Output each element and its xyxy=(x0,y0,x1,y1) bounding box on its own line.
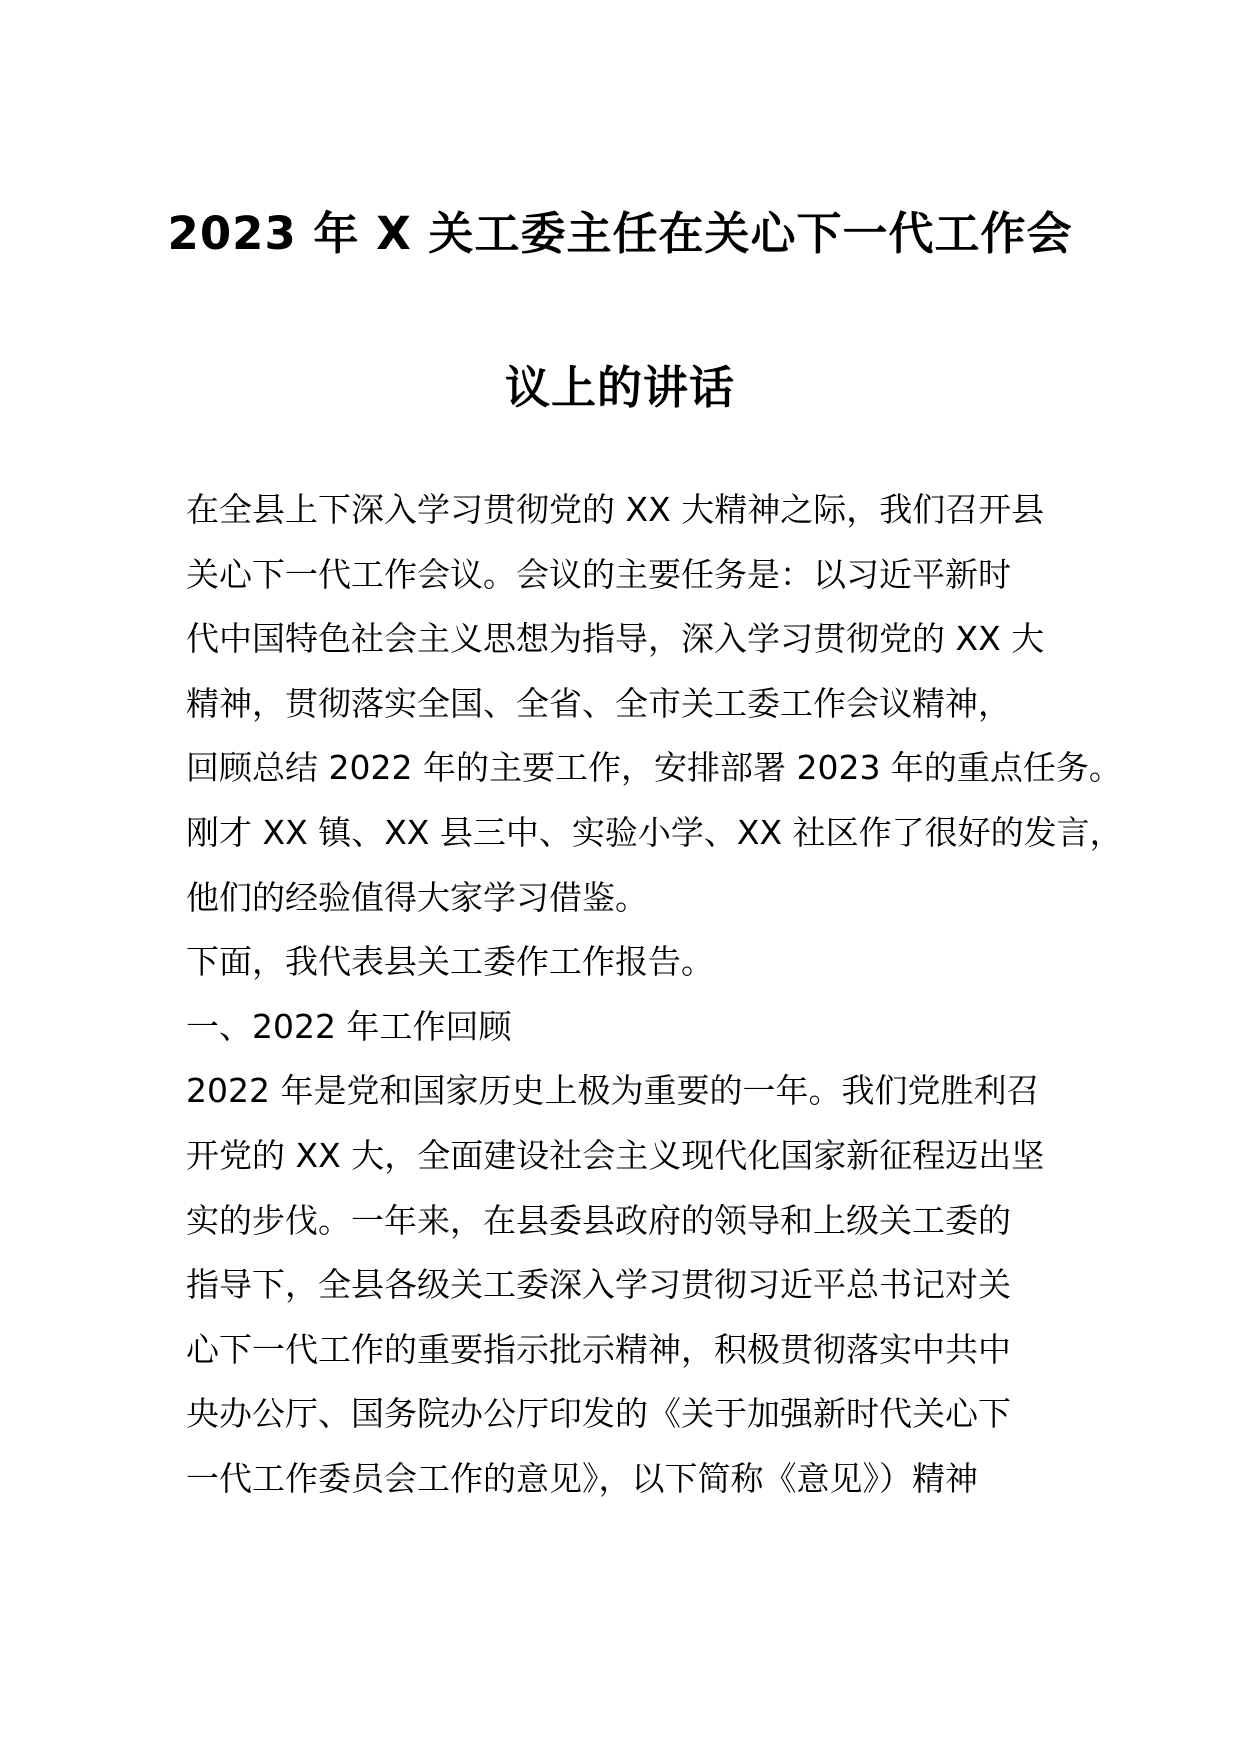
body-line: 代中国特色社会主义思想为指导，深入学习贯彻党的 XX 大 xyxy=(186,619,1045,659)
document-title-line-2: 议上的讲话 xyxy=(504,361,735,414)
body-line: 一、2022 年工作回顾 xyxy=(186,1006,512,1046)
body-line: 回顾总结 2022 年的主要工作，安排部署 2023 年的重点任务。 xyxy=(186,748,1122,788)
body-line: 精神，贯彻落实全国、全省、全市关工委工作会议精神， xyxy=(186,683,1011,723)
body-line: 开党的 XX 大，全面建设社会主义现代化国家新征程迈出坚 xyxy=(186,1135,1045,1175)
body-line: 指导下，全县各级关工委深入学习贯彻习近平总书记对关 xyxy=(186,1265,1011,1305)
body-line: 实的步伐。一年来，在县委县政府的领导和上级关工委的 xyxy=(186,1200,1011,1240)
body-line: 关心下一代工作会议。会议的主要任务是：以习近平新时 xyxy=(186,554,1011,594)
body-line: 下面，我代表县关工委作工作报告。 xyxy=(186,942,714,982)
body-line: 央办公厅、国务院办公厅印发的《关于加强新时代关心下 xyxy=(186,1394,1011,1434)
document-body xyxy=(186,478,1123,1512)
body-line: 在全县上下深入学习贯彻党的 XX 大精神之际，我们召开县 xyxy=(186,490,1045,529)
body-line: 他们的经验值得大家学习借鉴。 xyxy=(186,877,648,917)
body-line: 刚才 XX 镇、XX 县三中、实验小学、XX 社区作了很好的发言， xyxy=(186,812,1123,852)
document-title-line-1: 2023 年 X 关工委主任在关心下一代工作会 xyxy=(167,207,1073,260)
body-line: 一代工作委员会工作的意见》，以下简称《意见》）精神 xyxy=(186,1458,978,1498)
body-line: 心下一代工作的重要指示批示精神，积极贯彻落实中共中 xyxy=(186,1329,1011,1369)
body-line: 2022 年是党和国家历史上极为重要的一年。我们党胜利召 xyxy=(186,1071,1040,1111)
